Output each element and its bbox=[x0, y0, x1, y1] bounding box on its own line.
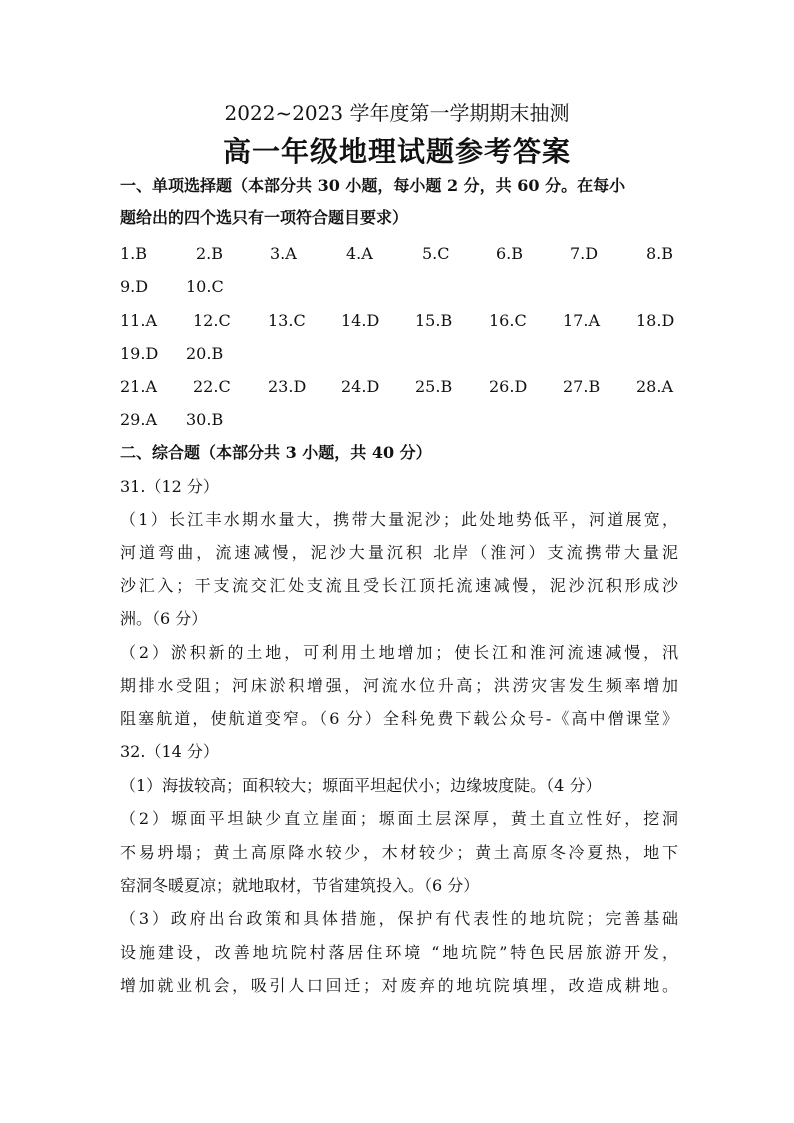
exam-term-title: 2022~2023 学年度第一学期期末抽测 bbox=[224, 101, 570, 125]
answer-item: 20.B bbox=[186, 344, 224, 363]
q32-part2-line: （2）塬面平坦缺少直立崖面；塬面土层深厚，黄土直立性好，挖洞 bbox=[120, 809, 678, 828]
answer-item: 4.A bbox=[346, 244, 373, 263]
answer-item: 13.C bbox=[268, 311, 306, 330]
answer-item: 29.A bbox=[120, 410, 157, 429]
answer-item: 11.A bbox=[120, 311, 157, 330]
section1-heading-line2: 题给出的四个选只有一项符合题目要求） bbox=[120, 208, 409, 227]
q32-part3-line: 增加就业机会，吸引人口回迁；对废弃的地坑院填埋，改造成耕地。 bbox=[120, 976, 678, 995]
answer-item: 8.B bbox=[646, 244, 674, 263]
answer-item: 30.B bbox=[186, 410, 224, 429]
answer-item: 26.D bbox=[489, 377, 528, 396]
answer-item: 24.D bbox=[341, 377, 380, 396]
answer-item: 6.B bbox=[496, 244, 524, 263]
q31-part2-line: （2）淤积新的土地，可利用土地增加；使长江和淮河流速减慢，汛 bbox=[120, 643, 678, 662]
answer-item: 27.B bbox=[563, 377, 601, 396]
answer-item: 25.B bbox=[415, 377, 453, 396]
answer-item: 15.B bbox=[415, 311, 453, 330]
answer-item: 18.D bbox=[636, 311, 675, 330]
answer-item: 23.D bbox=[268, 377, 307, 396]
answer-item: 28.A bbox=[636, 377, 673, 396]
q32-part3-line: （3）政府出台政策和具体措施，保护有代表性的地坑院；完善基础 bbox=[120, 909, 678, 928]
section1-heading-line1: 一、单项选择题（本部分共 30 小题，每小题 2 分，共 60 分。在每小 bbox=[120, 176, 626, 195]
q31-title: 31.（12 分） bbox=[120, 477, 219, 496]
q31-part2-line: 阻塞航道，使航道变窄。（6 分）全科免费下载公众号-《高中僧课堂》 bbox=[120, 709, 678, 728]
answer-item: 22.C bbox=[193, 377, 231, 396]
answer-item: 5.C bbox=[422, 244, 450, 263]
q31-part2-line: 期排水受阻；河床淤积增强，河流水位升高；洪涝灾害发生频率增加 bbox=[120, 676, 678, 695]
answer-item: 3.A bbox=[270, 244, 297, 263]
answer-item: 7.D bbox=[570, 244, 599, 263]
answer-item: 19.D bbox=[120, 344, 159, 363]
answer-item: 2.B bbox=[196, 244, 224, 263]
q32-part1-line: （1）海拔较高；面积较大；塬面平坦起伏小；边缘坡度陡。（4 分） bbox=[120, 776, 602, 795]
answer-item: 9.D bbox=[120, 277, 149, 296]
q32-part2-line: 不易坍塌；黄土高原降水较少，木材较少；黄土高原冬冷夏热，地下 bbox=[120, 843, 678, 862]
q31-part1-line: 河道弯曲，流速减慢，泥沙大量沉积 北岸（淮河）支流携带大量泥 bbox=[120, 543, 678, 562]
q31-part1-line: （1）长江丰水期水量大，携带大量泥沙；此处地势低平，河道展宽， bbox=[120, 510, 678, 529]
answer-item: 14.D bbox=[341, 311, 380, 330]
answer-item: 10.C bbox=[186, 277, 224, 296]
q32-title: 32.（14 分） bbox=[120, 742, 219, 761]
q31-part1-line: 洲。（6 分） bbox=[120, 609, 208, 628]
answer-item: 17.A bbox=[563, 311, 600, 330]
q32-part2-line: 窑洞冬暖夏凉；就地取材，节省建筑投入。（6 分） bbox=[120, 876, 480, 895]
section2-heading: 二、综合题（本部分共 3 小题，共 40 分） bbox=[120, 443, 432, 462]
q31-part1-line: 沙汇入；干支流交汇处支流且受长江顶托流速减慢，泥沙沉积形成沙 bbox=[120, 576, 678, 595]
page-title: 高一年级地理试题参考答案 bbox=[222, 135, 571, 168]
answer-item: 21.A bbox=[120, 377, 157, 396]
answer-item: 16.C bbox=[489, 311, 527, 330]
q32-part3-line: 设施建设，改善地坑院村落居住环境 “地坑院”特色民居旅游开发， bbox=[120, 943, 678, 962]
answer-item: 12.C bbox=[193, 311, 231, 330]
answer-item: 1.B bbox=[120, 244, 148, 263]
